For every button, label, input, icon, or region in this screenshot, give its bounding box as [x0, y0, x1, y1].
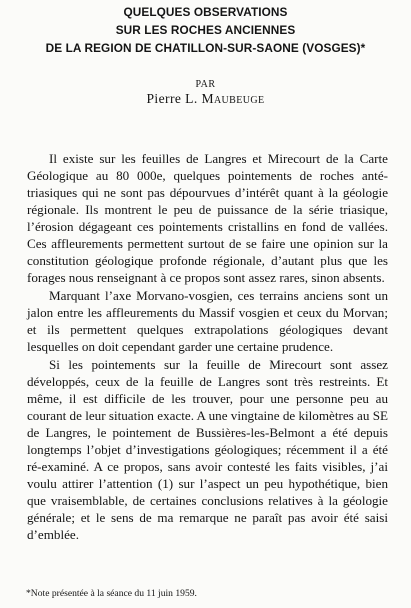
author-name [0, 90, 411, 108]
paragraph-3: Si les pointements sur la feuille de Mirecourt sont assez développés, ceux de la feuille de Langres sont très restreints. Et même, il est difficile de les trouver, pour une personne peu au courant de leur situation exacte. A une vingtaine de kilomètres au SE de Langres, le pointement de Bussières-les-Belmont a été depuis longtemps l’objet d’investigations géologiques; récemment il a été ré-examiné. A ce propos, sans avoir contesté les faits visibles, j’ai voulu attirer l’attention (1) sur l’aspect un peu hypothétique, bien que vraisemblable, de certaines conclusions relatives à la géologie générale; et le sens de ma remarque ne paraît pas avoir été saisi d’emblée. [27, 357, 388, 542]
title-line-1: QUELQUES OBSERVATIONS [123, 5, 288, 19]
byline-par: PAR [195, 79, 216, 90]
author-last-name: Maubeuge [201, 91, 265, 106]
title-line-2: SUR LES ROCHES ANCIENNES [115, 23, 296, 37]
article-body [27, 150, 388, 543]
title-line-3: DE LA REGION DE CHATILLON-SUR-SAONE (VOSGES)* [45, 41, 366, 55]
author-first-name: Pierre L. [146, 91, 198, 106]
paragraph-1: Il existe sur les feuilles de Langres et Mirecourt de la Carte Géologique au 80 000e, quelques pointements de roches anté-triasiques qui ne sont pas dépourvues d’intérêt quant à la géologie régionale. Ils montrent le peu de puissance de la série triasique, l’érosion dégageant ces pointements cristallins en fond de vallées. Ces affleurements permettent surtout de se faire une opinion sur la constitution géologique profonde régionale, d’autant plus que les forages nous renseignant à ce propos sont assez rares, sinon absents. [27, 151, 388, 285]
footnote: *Note présentée à la séance du 11 juin 1959. [26, 588, 197, 599]
article-title [0, 3, 411, 57]
paragraph-2: Marquant l’axe Morvano-vosgien, ces terrains anciens sont un jalon entre les affleurements du Massif vosgien et ceux du Morvan; et ils permettent quelques extrapolations géologiques devant lesquelles on doit cependant garder une certaine prudence. [27, 288, 388, 354]
